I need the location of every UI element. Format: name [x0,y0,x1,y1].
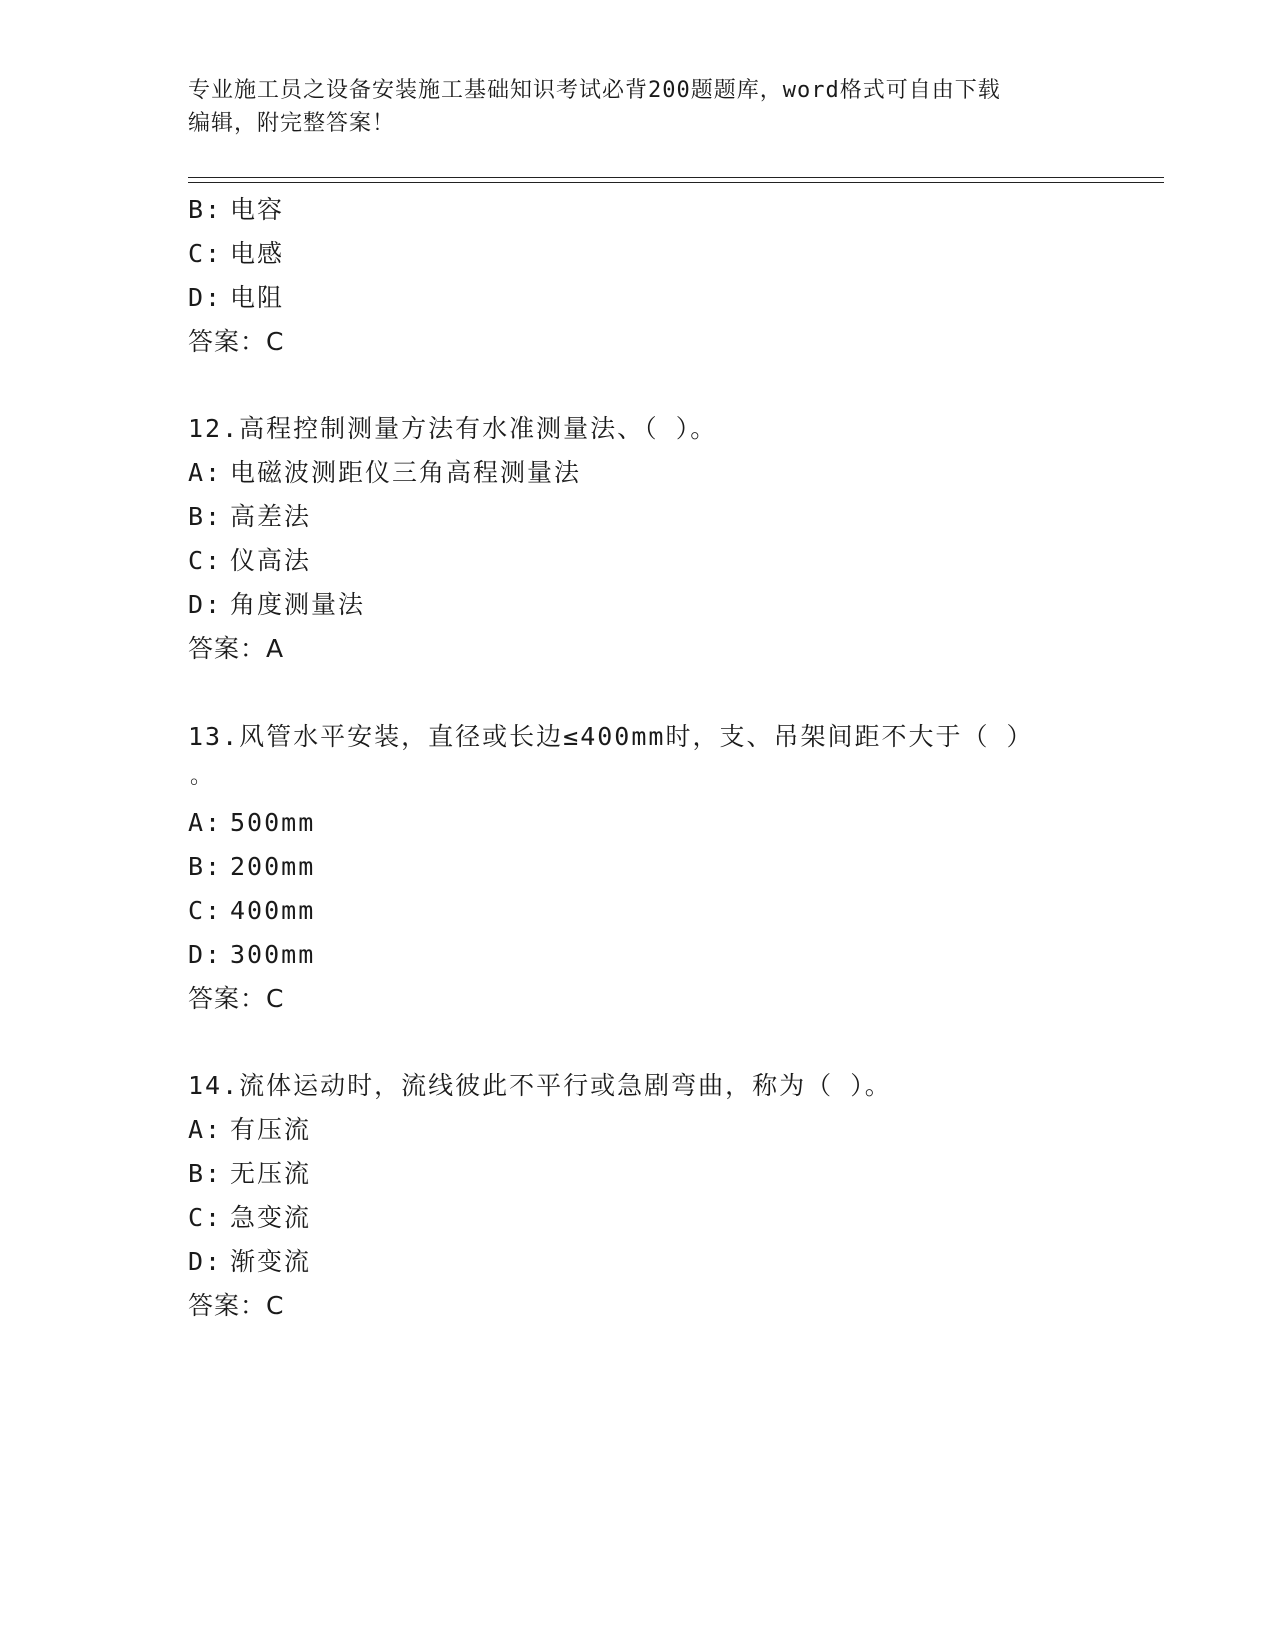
q12-answer: 答案：A [188,634,285,663]
option-text: 200mm [230,852,316,881]
q12-option-d [188,588,365,622]
option-text: 无压流 [230,1159,312,1188]
q13-option-c [188,894,315,928]
option-text: 500mm [230,808,316,837]
option-text: 角度测量法 [230,590,366,619]
q12-option-b [188,500,311,534]
q13-option-a [188,806,315,840]
option-letter: A: [188,458,223,487]
header-title-line2: 编辑，附完整答案！ [188,111,396,136]
q14-option-a [188,1113,311,1147]
option-text: 仪高法 [230,546,312,575]
option-letter: B: [188,195,223,224]
q11-answer: 答案：C [188,327,285,356]
q13-answer: 答案：C [188,984,285,1013]
q12-option-a [188,456,581,490]
option-text: 电容 [230,195,285,224]
option-text: 300mm [230,940,316,969]
q12-stem: 12.高程控制测量方法有水准测量法、（ ）。 [188,414,718,443]
q11-option-c [188,237,284,271]
header-divider-top [188,177,1164,178]
q11-option-d [188,281,284,315]
option-letter: C: [188,896,223,925]
option-text: 电阻 [230,283,285,312]
q11-option-b [188,193,284,227]
q14-stem: 14.流体运动时，流线彼此不平行或急剧弯曲，称为（ ）。 [188,1071,892,1100]
option-letter: C: [188,239,223,268]
option-letter: D: [188,590,223,619]
q13-option-b [188,850,315,884]
option-text: 高差法 [230,502,312,531]
option-text: 电磁波测距仪三角高程测量法 [230,458,582,487]
q13-stem-continuation: 。 [190,764,213,789]
option-letter: A: [188,1115,223,1144]
q13-option-d [188,938,315,972]
option-letter: C: [188,1203,223,1232]
document-header [188,74,1088,140]
option-letter: B: [188,1159,223,1188]
option-text: 有压流 [230,1115,312,1144]
option-text: 渐变流 [230,1247,312,1276]
option-letter: D: [188,283,223,312]
option-letter: A: [188,808,223,837]
q14-option-c [188,1201,311,1235]
header-divider-bottom [188,182,1164,183]
option-letter: C: [188,546,223,575]
option-letter: D: [188,1247,223,1276]
q12-option-c [188,544,311,578]
option-text: 急变流 [230,1203,312,1232]
header-title-line1: 专业施工员之设备安装施工基础知识考试必背200题题库，word格式可自由下载 [188,78,1001,103]
option-letter: B: [188,852,223,881]
q14-option-b [188,1157,311,1191]
q14-option-d [188,1245,311,1279]
option-letter: B: [188,502,223,531]
q14-answer: 答案：C [188,1291,285,1320]
option-letter: D: [188,940,223,969]
option-text: 电感 [230,239,285,268]
q13-stem: 13.风管水平安装，直径或长边≤400mm时，支、吊架间距不大于（ ） [188,722,1034,751]
option-text: 400mm [230,896,316,925]
